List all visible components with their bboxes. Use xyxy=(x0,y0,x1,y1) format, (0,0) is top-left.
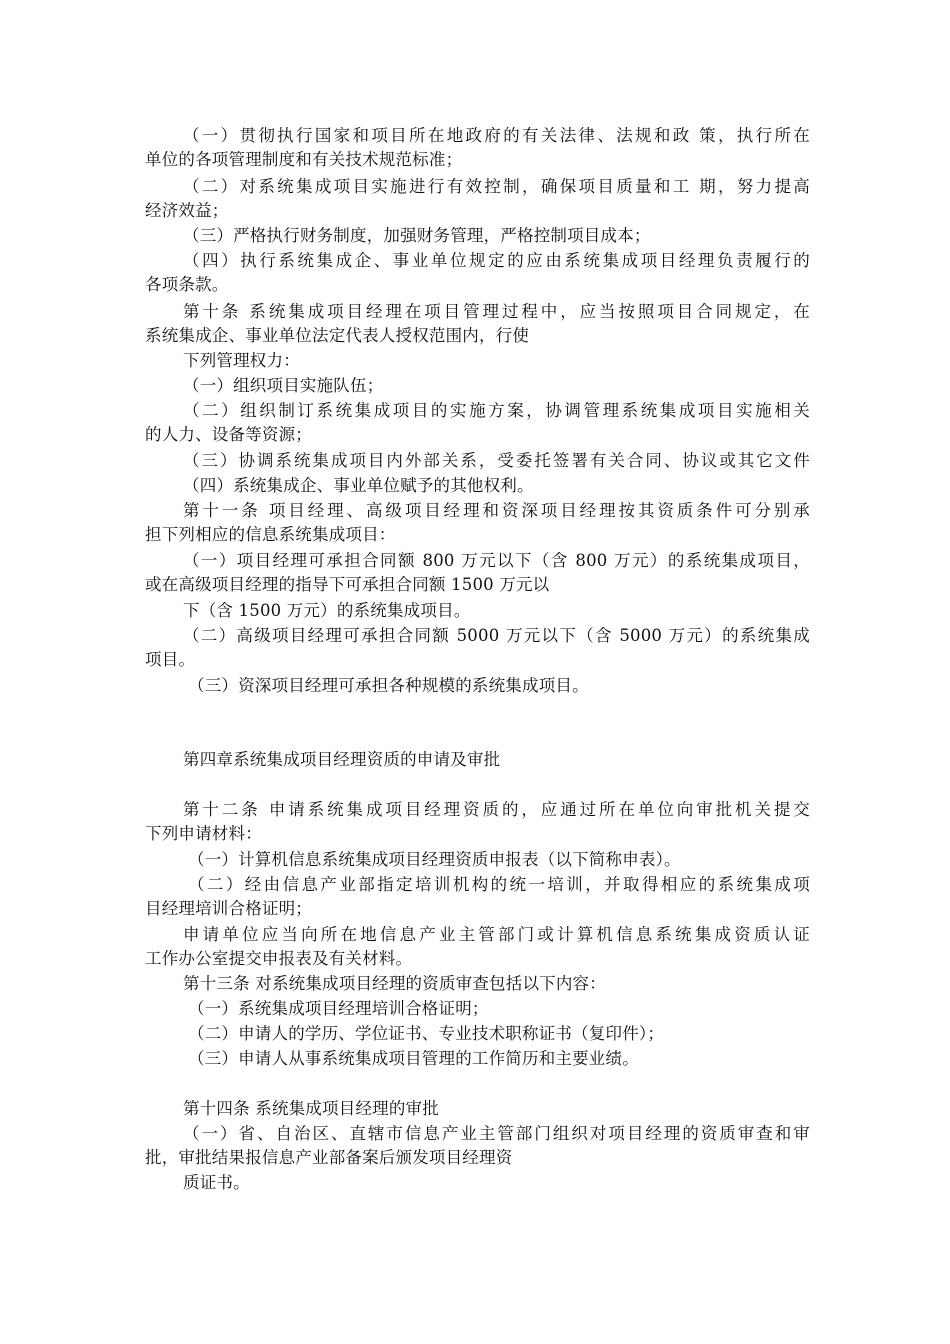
chapter-heading: 第四章系统集成项目经理资质的申请及审批 xyxy=(183,750,501,769)
paragraph-line: 单位的各项管理制度和有关技术规范标准； xyxy=(145,150,463,169)
paragraph-line: （二）组织制订系统集成项目的实施方案，协调管理系统集成项目实施相关 xyxy=(183,401,810,420)
paragraph-line: （一）组织项目实施队伍； xyxy=(183,376,384,395)
paragraph-line: （二）高级项目经理可承担合同额 5000 万元以下（含 5000 万元）的系统集成 xyxy=(183,626,810,645)
paragraph-line: （一）项目经理可承担合同额 800 万元以下（含 800 万元）的系统集成项目， xyxy=(183,551,810,570)
paragraph-line: （二）对系统集成项目实施进行有效控制，确保项目质量和工 期，努力提高 xyxy=(183,177,810,196)
paragraph-line: （一）贯彻执行国家和项目所在地政府的有关法律、法规和政 策，执行所在 xyxy=(183,126,810,145)
paragraph-line: （二）经由信息产业部指定培训机构的统一培训，并取得相应的系统集成项 xyxy=(188,875,810,894)
paragraph-line: （一）系统集成项目经理培训合格证明； xyxy=(188,999,489,1018)
paragraph-line: 第十二条 申请系统集成项目经理资质的，应通过所在单位向审批机关提交 xyxy=(183,800,810,819)
paragraph-line: （三）严格执行财务制度，加强财务管理，严格控制项目成本； xyxy=(183,226,651,245)
paragraph-line: 下（含 1500 万元）的系统集成项目。 xyxy=(183,601,471,620)
paragraph-line: （一）省、自治区、直辖市信息产业主管部门组织对项目经理的资质审查和审 xyxy=(183,1124,810,1143)
paragraph-line: 目经理培训合格证明； xyxy=(145,899,312,918)
paragraph-line: 担下列相应的信息系统集成项目： xyxy=(145,525,396,544)
paragraph-line: 经济效益； xyxy=(145,201,229,220)
paragraph-line: 或在高级项目经理的指导下可承担合同额 1500 万元以 xyxy=(145,575,550,594)
paragraph-line: 第十条 系统集成项目经理在项目管理过程中，应当按照项目合同规定，在 xyxy=(183,302,810,321)
paragraph-line: 下列申请材料： xyxy=(145,824,262,843)
paragraph-line: （四）执行系统集成企、事业单位规定的应由系统集成项目经理负责履行的 xyxy=(183,251,810,270)
paragraph-line: （一）计算机信息系统集成项目经理资质申报表（以下简称申表）。 xyxy=(188,850,681,869)
paragraph-line: 第十三条 对系统集成项目经理的资质审查包括以下内容： xyxy=(183,974,606,993)
paragraph-line: 第十一条 项目经理、高级项目经理和资深项目经理按其资质条件可分别承 xyxy=(183,501,810,520)
paragraph-line: 下列管理权力： xyxy=(183,351,300,370)
paragraph-line: 工作办公室提交申报表及有关材料。 xyxy=(145,949,413,968)
paragraph-line: 第十四条 系统集成项目经理的审批 xyxy=(183,1099,439,1118)
paragraph-line: 各项条款。 xyxy=(145,275,229,294)
paragraph-line: 申请单位应当向所在地信息产业主管部门或计算机信息系统集成资质认证 xyxy=(183,925,810,944)
paragraph-line: （三）资深项目经理可承担各种规模的系统集成项目。 xyxy=(188,676,589,695)
paragraph-line: （三）协调系统集成项目内外部关系，受委托签署有关合同、协议或其它文件 xyxy=(183,451,810,470)
paragraph-line: 系统集成企、事业单位法定代表人授权范围内，行使 xyxy=(145,326,530,345)
paragraph-line: 批，审批结果报信息产业部备案后颁发项目经理资 xyxy=(145,1148,513,1167)
paragraph-line: 质证书。 xyxy=(183,1173,250,1192)
paragraph-line: （三）申请人从事系统集成项目管理的工作简历和主要业绩。 xyxy=(188,1049,639,1068)
paragraph-line: 项目。 xyxy=(145,650,196,669)
paragraph-line: 的人力、设备等资源； xyxy=(145,425,312,444)
paragraph-line: （四）系统集成企、事业单位赋予的其他权利。 xyxy=(183,476,534,495)
paragraph-line: （二）申请人的学历、学位证书、专业技术职称证书（复印件）； xyxy=(188,1024,665,1043)
